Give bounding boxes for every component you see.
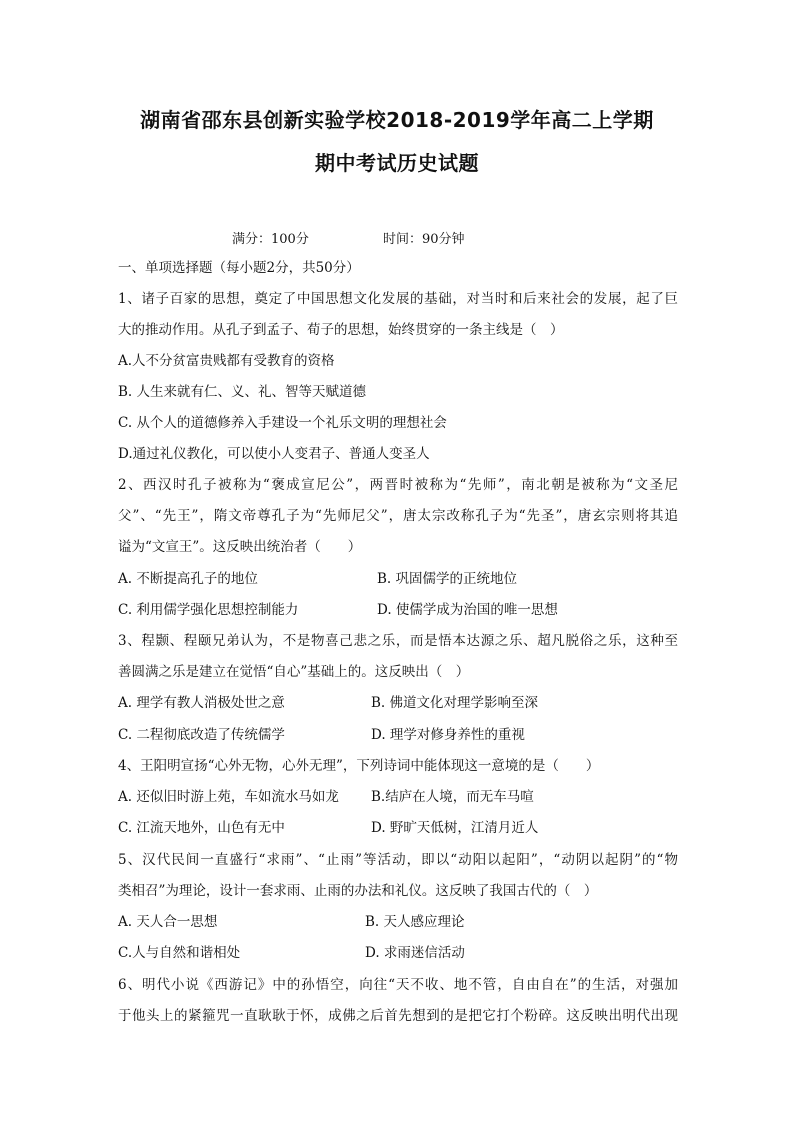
q6-stem-line1: 6、明代小说《西游记》中的孙悟空，向往“天不收、地不管，自由自在”的生活，对强加: [118, 977, 678, 993]
q3-option-a: A. 理学有教人消极处世之意: [118, 695, 285, 711]
exam-title-line2: 期中考试历史试题: [315, 151, 479, 175]
q1-option-b: B. 人生来就有仁、义、礼、智等天赋道德: [118, 384, 367, 400]
q4-option-a: A. 还似旧时游上苑，车如流水马如龙: [118, 789, 339, 805]
q5-option-a: A. 天人合一思想: [118, 914, 218, 930]
q2-option-c: C. 利用儒学强化思想控制能力: [118, 602, 299, 618]
q1-option-c: C. 从个人的道德修养入手建设一个礼乐文明的理想社会: [118, 415, 447, 431]
q4-option-b: B.结庐在人境，而无车马喧: [371, 789, 534, 805]
q2-stem-line1: 2、西汉时孔子被称为“褒成宣尼公”，两晋时被称为“先师”，南北朝是被称为“文圣尼: [118, 477, 678, 493]
q4-stem-line1: 4、王阳明宣扬“心外无物，心外无理”，下列诗词中能体现这一意境的是（ ）: [118, 758, 600, 774]
q5-option-d: D. 求雨迷信活动: [365, 945, 465, 961]
q3-stem-line2: 善圆满之乐是建立在觉悟“自心”基础上的。这反映出（ ）: [118, 664, 470, 680]
q4-option-c: C. 江流天地外，山色有无中: [118, 820, 285, 836]
full-score: 满分：100分: [232, 232, 309, 247]
exam-duration: 时间：90分钟: [383, 232, 465, 247]
q3-option-d: D. 理学对修身养性的重视: [371, 727, 525, 743]
q5-stem-line1: 5、汉代民间一直盛行“求雨”、“止雨”等活动，即以“动阳以起阳”，“动阴以起阴”的“物: [118, 852, 678, 868]
q2-option-d: D. 使儒学成为治国的唯一思想: [377, 602, 558, 618]
q3-option-b: B. 佛道文化对理学影响至深: [371, 695, 539, 711]
q1-stem-line2: 大的推动作用。从孔子到孟子、荀子的思想，始终贯穿的一条主线是（ ）: [118, 322, 564, 338]
q2-stem-line2: 父”、“先王”，隋文帝尊孔子为“先师尼父”，唐太宗改称孔子为“先圣”，唐玄宗则将其追: [118, 508, 678, 524]
q1-option-d: D.通过礼仪教化，可以使小人变君子、普通人变圣人: [118, 446, 430, 462]
q2-option-b: B. 巩固儒学的正统地位: [377, 571, 518, 587]
q3-option-c: C. 二程彻底改造了传统儒学: [118, 727, 285, 743]
section-heading: 一、单项选择题（每小题2分，共50分）: [118, 260, 360, 276]
q1-stem-line1: 1、诸子百家的思想，奠定了中国思想文化发展的基础，对当时和后来社会的发展，起了巨: [118, 291, 678, 307]
q6-stem-line2: 于他头上的紧箍咒一直耿耿于怀，成佛之后首先想到的是把它打个粉碎。这反映出明代出现: [118, 1008, 678, 1024]
q2-option-a: A. 不断提高孔子的地位: [118, 571, 258, 587]
exam-title-line1: 湖南省邵东县创新实验学校2018-2019学年高二上学期: [140, 108, 654, 132]
q1-option-a: A.人不分贫富贵贱都有受教育的资格: [118, 353, 335, 369]
q5-stem-line2: 类相召”为理论，设计一套求雨、止雨的办法和礼仪。这反映了我国古代的（ ）: [118, 883, 598, 899]
q5-option-c: C.人与自然和谐相处: [118, 945, 241, 961]
q5-option-b: B. 天人感应理论: [365, 914, 465, 930]
q3-stem-line1: 3、程颢、程颐兄弟认为，不是物喜己悲之乐，而是悟本达源之乐、超凡脱俗之乐，这种至: [118, 633, 678, 649]
q4-option-d: D. 野旷天低树，江清月近人: [371, 820, 539, 836]
q2-stem-line3: 谥为“文宣王”。这反映出统治者（ ）: [118, 539, 362, 555]
